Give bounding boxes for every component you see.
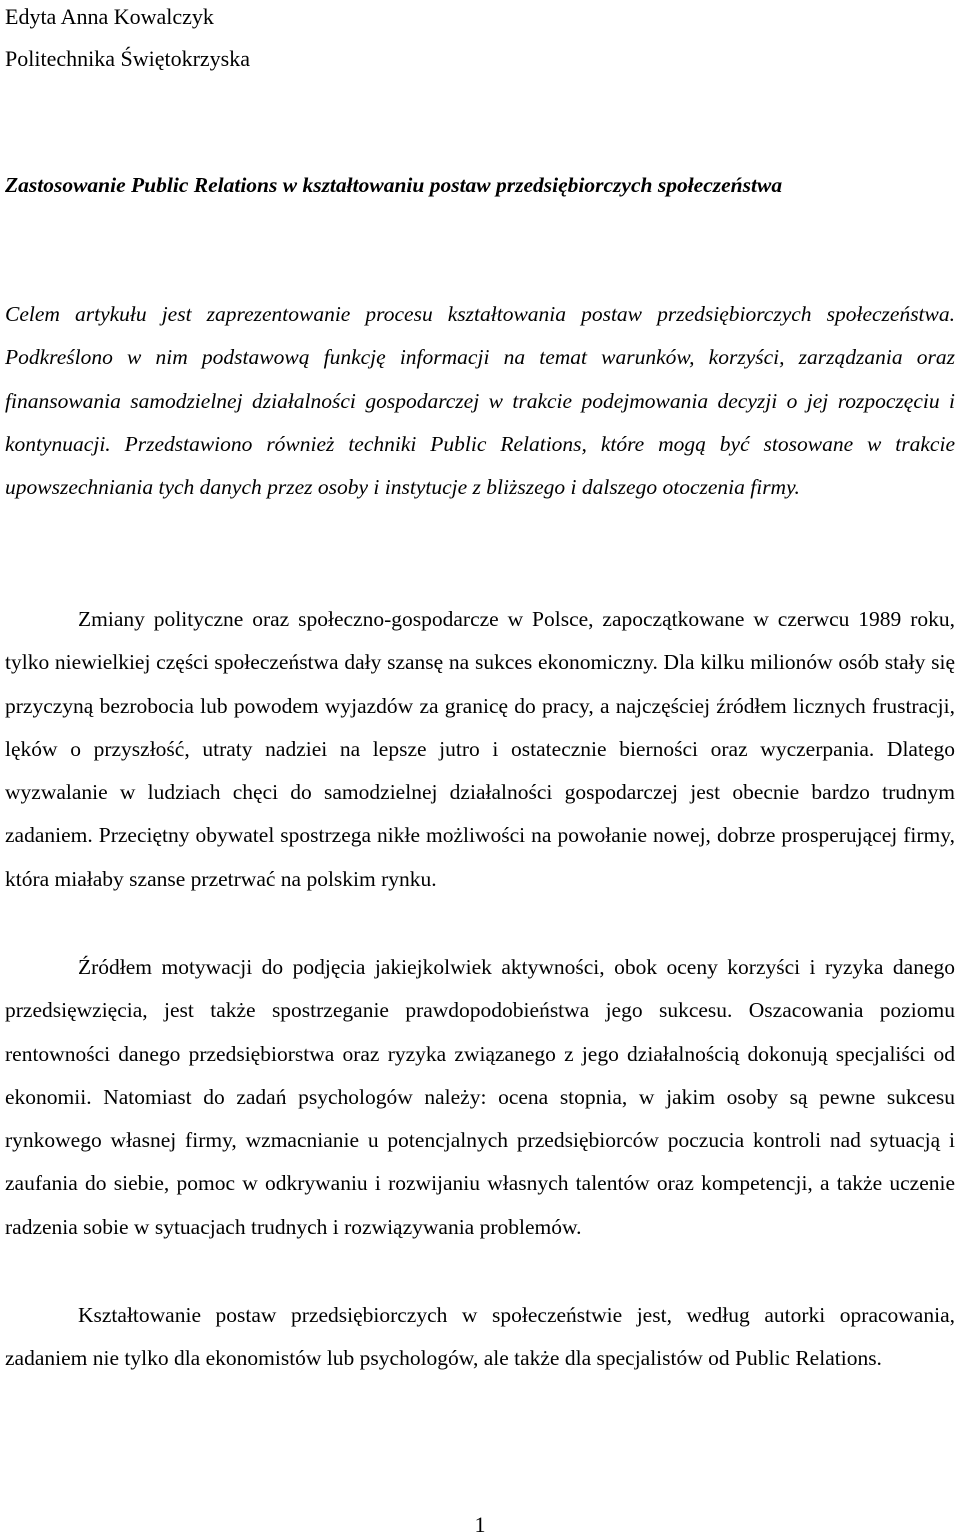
page-number: 1 [474,1512,486,1537]
body-paragraph-2: Źródłem motywacji do podjęcia jakiejkolwiek aktywności, obok oceny korzyści i ryzyka danego przedsięwzięcia, jest także spostrzeganie prawdopodobieństwa jego sukcesu. Oszacowania poziomu rentowności danego przedsiębiorstwa oraz ryzyka związanego z jego działalnością dokonują specjaliści od ekonomii. Natomiast do zadań psychologów należy: ocena stopnia, w jakim osoby są pewne sukcesu rynkowego własnej firmy, wzmacnianie u potencjalnych przedsiębiorców poczucia kontroli nad sytuacją i zaufania do siebie, pomoc w odkrywaniu i rozwijaniu własnych talentów oraz kompetencji, a także uczenie radzenia sobie w sytuacjach trudnych i rozwiązywania problemów. [5,955,955,1239]
body-paragraph-1: Zmiany polityczne oraz społeczno-gospodarcze w Polsce, zapoczątkowane w czerwcu 1989 roku, tylko niewielkiej części społeczeństwa dały szansę na sukces ekonomiczny. Dla kilku milionów osób stały się przyczyną bezrobocia lub powodem wyjazdów za granicę do pracy, a najczęściej źródłem licznych frustracji, lęków o przyszłość, utraty nadziei na lepsze jutro i ostatecznie bierności oraz wyczerpania. Dlatego wyzwalanie w ludziach chęci do samodzielnej działalności gospodarczej jest obecnie bardzo trudnym zadaniem. Przeciętny obywatel spostrzega nikłe możliwości na powołanie nowej, dobrze prosperującej firmy, która miałaby szanse przetrwać na polskim rynku. [5,607,955,891]
author-block [5,0,250,80]
article-title: Zastosowanie Public Relations w kształtowaniu postaw przedsiębiorczych społeczeństwa [5,173,783,197]
article-abstract: Celem artykułu jest zaprezentowanie procesu kształtowania postaw przedsiębiorczych społeczeństwa. Podkreślono w nim podstawową funkcję informacji na temat warunków, korzyści, zarządzania oraz finansowania samodzielnej działalności gospodarczej w trakcie podejmowania decyzji o jej rozpoczęciu i kontynuacji. Przedstawiono również techniki Public Relations, które mogą być stosowane w trakcie upowszechniania tych danych przez osoby i instytucje z bliższego i dalszego otoczenia firmy. [5,302,955,500]
author-name: Edyta Anna Kowalczyk [5,4,214,29]
author-affiliation: Politechnika Świętokrzyska [5,46,251,71]
body-paragraph-3: Kształtowanie postaw przedsiębiorczych w społeczeństwie jest, według autorki opracowania, zadaniem nie tylko dla ekonomistów lub psychologów, ale także dla specjalistów od Public Relations. [5,1303,955,1371]
